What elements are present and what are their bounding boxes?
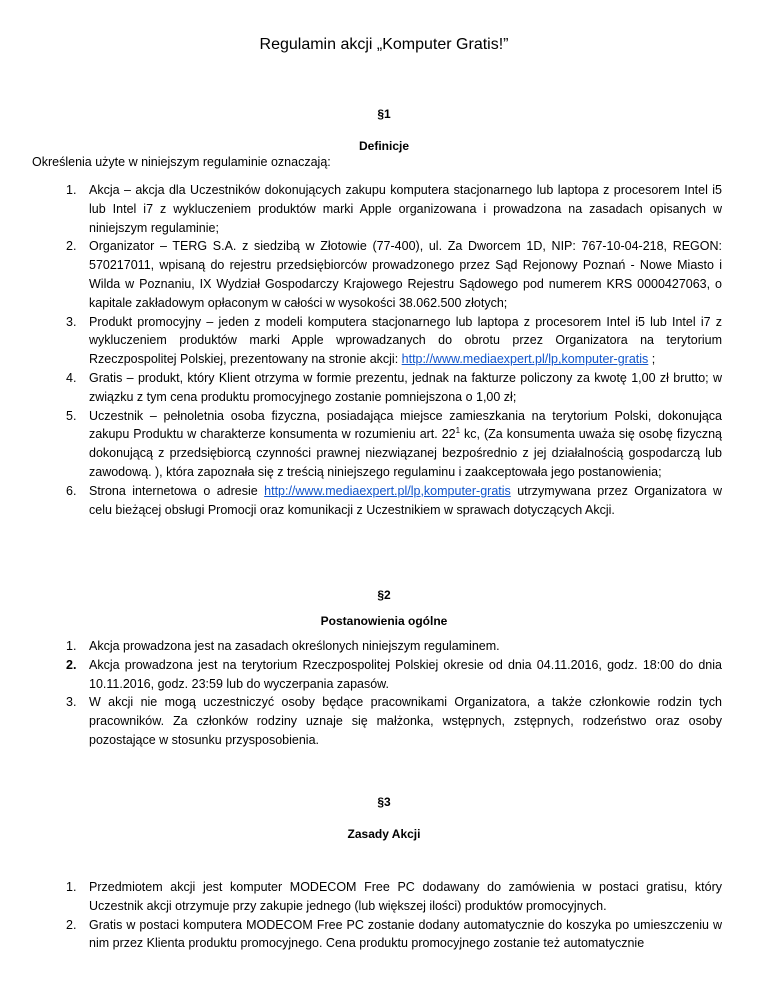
section-2-number: §2 <box>377 588 391 602</box>
list-item-text: Przedmiotem akcji jest komputer MODECOM Free PC dodawany do zamówienia w postaci gratisu, który Uczestnik akcji otrzymuje przy zakupie jednego (lub większej ilości) produktów promocyjnych. <box>89 880 722 913</box>
list-item-number: 2. <box>66 239 77 254</box>
list-item-number: 2. <box>66 657 77 672</box>
section-3-heading: Zasady Akcji <box>347 827 421 841</box>
list-item <box>32 313 722 369</box>
list-item-text: Organizator – TERG S.A. z siedzibą w Złotowie (77-400), ul. Za Dworcem 1D, NIP: 767-10-04-218, REGON: 570217011, wpisaną do rejestru przedsiębiorców prowadzonego przez Sąd Rejonowy Poznań - Nowe Miasto i Wilda w Poznaniu, IX Wydział Gospodarczy Krajowego Rejestru Sądowego pod numerem KRS 0000427063, o kapitale zakładowym opłaconym w całości w wysokości 38.062.500 złotych; <box>89 239 722 310</box>
website-link[interactable]: http://www.mediaexpert.pl/lp,komputer-gratis <box>264 483 511 498</box>
list-item-text-tail: ; <box>648 352 656 367</box>
section-1-number: §1 <box>377 107 391 121</box>
list-item-text-tail: utrzymywana przez Organizatora w celu bieżącej obsługi Promocji oraz komunikacji z Uczestnikiem w sprawach dotyczących Akcji. <box>89 483 722 517</box>
list-item-number: 5. <box>66 408 77 423</box>
list-item <box>32 637 722 656</box>
list-item-number: 4. <box>66 370 77 385</box>
list-item-text: Akcja prowadzona jest na terytorium Rzeczpospolitej Polskiej okresie od dnia 04.11.2016, godz. 18:00 do dnia 10.11.2016, godz. 23:59 lub do wyczerpania zapasów. <box>89 657 722 691</box>
superscript: 1 <box>455 426 461 436</box>
list-item <box>32 181 722 237</box>
list-item <box>32 407 722 482</box>
list-item-number: 3. <box>66 695 77 710</box>
list-item-text: Akcja – akcja dla Uczestników dokonujących zakupu komputera stacjonarnego lub laptopa z procesorem Intel i5 lub Intel i7 z wykluczeniem produktów marki Apple organizowana i prowadzona na zasadach opisanych w niniejszym regulaminie; <box>89 183 722 235</box>
list-item-number: 1. <box>66 183 77 197</box>
section-1-heading: Definicje <box>358 139 409 153</box>
list-item-text: Akcja prowadzona jest na zasadach określonych niniejszym regulaminem. <box>89 639 500 653</box>
section-1-intro: Określenia użyte w niniejszym regulaminie oznaczają: <box>32 155 331 169</box>
list-item-number: 2. <box>66 917 77 932</box>
list-item <box>32 656 722 694</box>
list-item <box>32 916 722 954</box>
promo-page-link[interactable]: http://www.mediaexpert.pl/lp,komputer-gratis <box>401 352 649 367</box>
section-3-number: §3 <box>377 795 391 809</box>
list-item-text: W akcji nie mogą uczestniczyć osoby będące pracownikami Organizatora, a także członkowie rodzin tych pracowników. Za członków rodziny uznaje się małżonka, wstępnych, zstępnych, rodzeństwo oraz osoby pozostające w stosunku przysposobienia. <box>89 695 722 747</box>
list-item-text: Gratis – produkt, który Klient otrzyma w formie prezentu, jednak na fakturze policzony za kwotę 1,00 zł brutto; w związku z tym cena produktu promocyjnego zostanie pomniejszona o 1,00 zł; <box>89 370 722 404</box>
list-item-number: 1. <box>66 639 77 653</box>
section-3-list <box>32 878 722 953</box>
list-item-number: 6. <box>66 483 77 498</box>
list-item <box>32 369 722 407</box>
list-item-text: Uczestnik – pełnoletnia osoba fizyczna, posiadająca miejsce zamieszkania na terytorium Polski, dokonująca zakupu Produktu w charakterze konsumenta w rozumieniu art. 22 <box>89 408 722 442</box>
list-item-number: 1. <box>66 880 77 894</box>
section-2-list <box>32 637 722 750</box>
section-1-list <box>32 181 722 519</box>
section-2-heading: Postanowienia ogólne <box>320 614 448 628</box>
list-item-text: Gratis w postaci komputera MODECOM Free PC zostanie dodany automatycznie do koszyka po umieszczeniu w nim przez Klienta produktu promocyjnego. Cena produktu promocyjnego zostanie też automatycznie <box>89 917 722 951</box>
list-item-number: 3. <box>66 314 77 329</box>
list-item <box>32 878 722 916</box>
list-item-text: Produkt promocyjny – jeden z modeli komputera stacjonarnego lub laptopa z procesorem Intel i5 lub Intel i7 z wykluczeniem produktów marki Apple wprowadzanych do obrotu przez Organizatora na terytorium Rzeczpospolitej Polskiej, prezentowany na stronie akcji: <box>89 314 722 367</box>
list-item-text: Strona internetowa o adresie <box>89 483 265 498</box>
document-title: Regulamin akcji „Komputer Gratis!” <box>259 36 509 53</box>
list-item <box>32 693 722 749</box>
list-item <box>32 482 722 520</box>
list-item <box>32 237 722 312</box>
list-item-text-tail: kc, (Za konsumenta uważa się osobę fizyczną dokonującą z przedsiębiorcą czynności prawnej niezwiązanej bezpośrednio z jej działalnością gospodarczą lub zawodową. ), która zapoznała się z treścią niniejszego regulaminu i zaakceptowała jego postanowienia; <box>89 427 722 479</box>
